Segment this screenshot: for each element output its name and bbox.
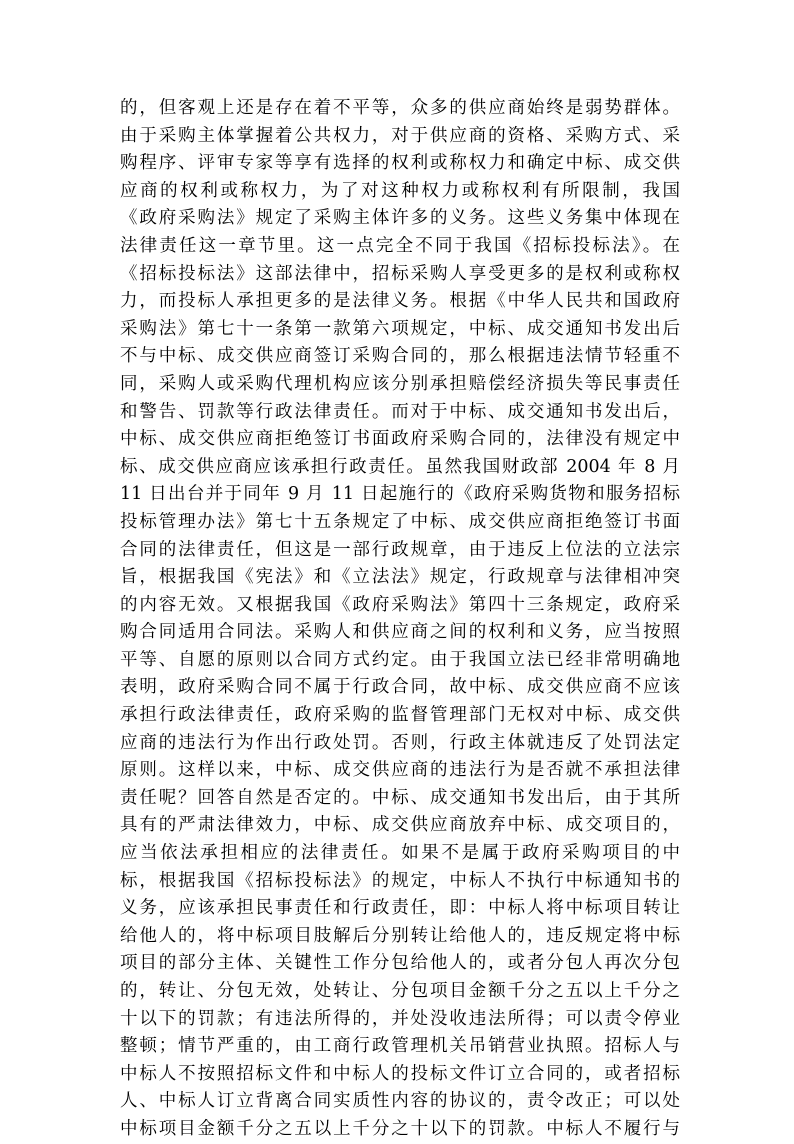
text-line: 《政府采购法》规定了采购主体许多的义务。这些义务集中体现在 [120,208,680,229]
body-paragraph [120,95,680,1144]
text-line: 平等、自愿的原则以合同方式约定。由于我国立法已经非常明确地 [120,649,680,670]
text-line: 11 日出台并于同年 9 月 11 日起施行的《政府采购货物和服务招标 [120,484,680,505]
text-line: 中标项目金额千分之五以上千分之十以下的罚款。中标人不履行与 [120,1118,680,1139]
text-line: 中标人不按照招标文件和中标人的投标文件订立合同的，或者招标 [120,1063,680,1084]
text-line: 由于采购主体掌握着公共权力，对于供应商的资格、采购方式、采 [120,125,680,146]
text-line: 和警告、罚款等行政法律责任。而对于中标、成交通知书发出后， [120,401,680,422]
text-line: 具有的严肃法律效力，中标、成交供应商放弃中标、成交项目的， [120,815,680,836]
text-line: 不与中标、成交供应商签订采购合同的，那么根据违法情节轻重不 [120,346,680,367]
text-line: 承担行政法律责任，政府采购的监督管理部门无权对中标、成交供 [120,705,680,726]
text-line: 义务，应该承担民事责任和行政责任，即：中标人将中标项目转让 [120,898,680,919]
text-line: 整顿；情节严重的，由工商行政管理机关吊销营业执照。招标人与 [120,1036,680,1057]
text-line: 表明，政府采购合同不属于行政合同，故中标、成交供应商不应该 [120,677,680,698]
text-line: 旨，根据我国《宪法》和《立法法》规定，行政规章与法律相冲突 [120,567,680,588]
text-line: 原则。这样以来，中标、成交供应商的违法行为是否就不承担法律 [120,760,680,781]
text-line: 中标、成交供应商拒绝签订书面政府采购合同的，法律没有规定中 [120,429,680,450]
text-line: 的，转让、分包无效，处转让、分包项目金额千分之五以上千分之 [120,981,680,1001]
text-line: 法律责任这一章节里。这一点完全不同于我国《招标投标法》。在 [120,235,680,256]
text-line: 的，但客观上还是存在着不平等，众多的供应商始终是弱势群体。 [120,98,680,118]
text-line: 力，而投标人承担更多的是法律义务。根据《中华人民共和国政府 [120,291,680,312]
text-line: 标、成交供应商应该承担行政责任。虽然我国财政部 2004 年 8 月 [120,456,680,477]
text-line: 购程序、评审专家等享有选择的权利或称权力和确定中标、成交供 [120,153,680,174]
text-line: 购合同适用合同法。采购人和供应商之间的权利和义务，应当按照 [120,622,680,643]
text-line: 人、中标人订立背离合同实质性内容的协议的，责令改正；可以处 [120,1091,680,1112]
text-line: 应当依法承担相应的法律责任。如果不是属于政府采购项目的中 [120,843,680,864]
text-line: 的内容无效。又根据我国《政府采购法》第四十三条规定，政府采 [120,594,680,615]
text-line: 标，根据我国《招标投标法》的规定，中标人不执行中标通知书的 [120,870,680,891]
text-line: 合同的法律责任，但这是一部行政规章，由于违反上位法的立法宗 [120,539,680,560]
text-line: 投标管理办法》第七十五条规定了中标、成交供应商拒绝签订书面 [120,511,680,532]
text-line: 应商的违法行为作出行政处罚。否则，行政主体就违反了处罚法定 [120,732,680,753]
text-line: 采购法》第七十一条第一款第六项规定，中标、成交通知书发出后 [120,318,680,339]
text-line: 责任呢？回答自然是否定的。中标、成交通知书发出后，由于其所 [120,787,680,808]
text-line: 给他人的，将中标项目肢解后分别转让给他人的，违反规定将中标 [120,925,680,946]
text-line: 项目的部分主体、关键性工作分包给他人的，或者分包人再次分包 [120,953,680,974]
text-line: 同，采购人或采购代理机构应该分别承担赔偿经济损失等民事责任 [120,373,680,394]
text-line: 应商的权利或称权力，为了对这种权力或称权利有所限制，我国 [120,180,680,201]
text-line: 十以下的罚款；有违法所得的，并处没收违法所得；可以责令停业 [120,1008,680,1029]
text-line: 《招标投标法》这部法律中，招标采购人享受更多的是权利或称权 [120,263,680,284]
